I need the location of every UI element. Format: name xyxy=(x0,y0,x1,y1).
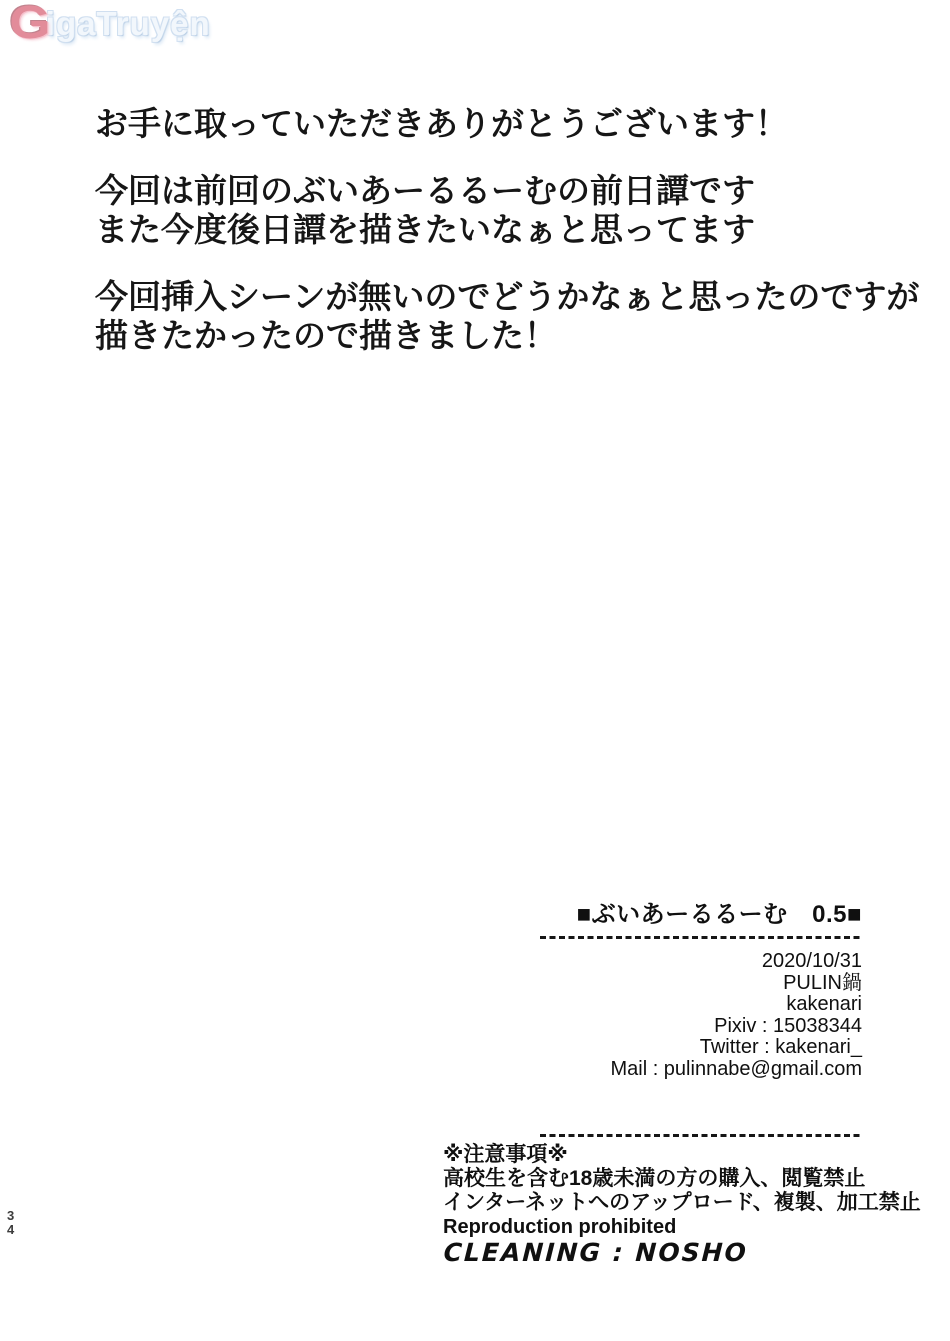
afterword-line: 今回挿入シーンが無いのでどうかなぁと思ったのですが xyxy=(95,277,920,316)
circle-name: PULIN鍋 xyxy=(783,971,862,994)
notice-heading: ※注意事項※ xyxy=(443,1143,568,1166)
author-name: kakenari xyxy=(786,993,862,1015)
afterword-paragraph-drawing xyxy=(95,277,919,355)
notice-reproduction-english: Reproduction prohibited xyxy=(443,1216,677,1238)
watermark-letter-g: G xyxy=(9,0,51,48)
booklet-title: ■ぶいあーるるーむ 0.5■ xyxy=(576,901,862,928)
gigatruyen-watermark-logo xyxy=(9,0,211,48)
page-number-digit: 3 xyxy=(7,1208,15,1223)
credits-block xyxy=(540,901,862,1080)
notice-upload-prohibition: インターネットへのアップロード、複製、加工禁止 xyxy=(443,1191,921,1214)
afterword-line: また今度後日譚を描きたいなぁと思ってます xyxy=(95,210,755,249)
release-date: 2020/10/31 xyxy=(761,950,862,972)
twitter-handle: Twitter : kakenari_ xyxy=(699,1036,862,1058)
afterword-text xyxy=(95,104,919,355)
notice-block xyxy=(443,1143,921,1266)
watermark-text: igaTruyện xyxy=(45,5,211,42)
notice-age-restriction: 高校生を含む18歳未満の方の購入、閲覧禁止 xyxy=(443,1167,866,1190)
mail-address: Mail : pulinnabe@gmail.com xyxy=(610,1057,862,1080)
afterword-line: 描きたかったので描きました！ xyxy=(95,316,557,355)
pixiv-id: Pixiv : 15038344 xyxy=(714,1014,862,1037)
page-number-digit: 4 xyxy=(7,1222,15,1237)
afterword-paragraph-prequel xyxy=(95,171,919,249)
cleaning-credit: CLEANING : NOSHO xyxy=(442,1238,749,1267)
dashed-divider-bottom xyxy=(540,1134,862,1137)
afterword-line: 今回は前回のぶいあーるるーむの前日譚です xyxy=(95,171,755,210)
afterword-line: お手に取っていただきありがとうございます！ xyxy=(95,104,788,143)
afterword-paragraph-thanks xyxy=(95,104,919,143)
page-number xyxy=(7,1209,14,1237)
dashed-divider-top xyxy=(540,936,862,939)
